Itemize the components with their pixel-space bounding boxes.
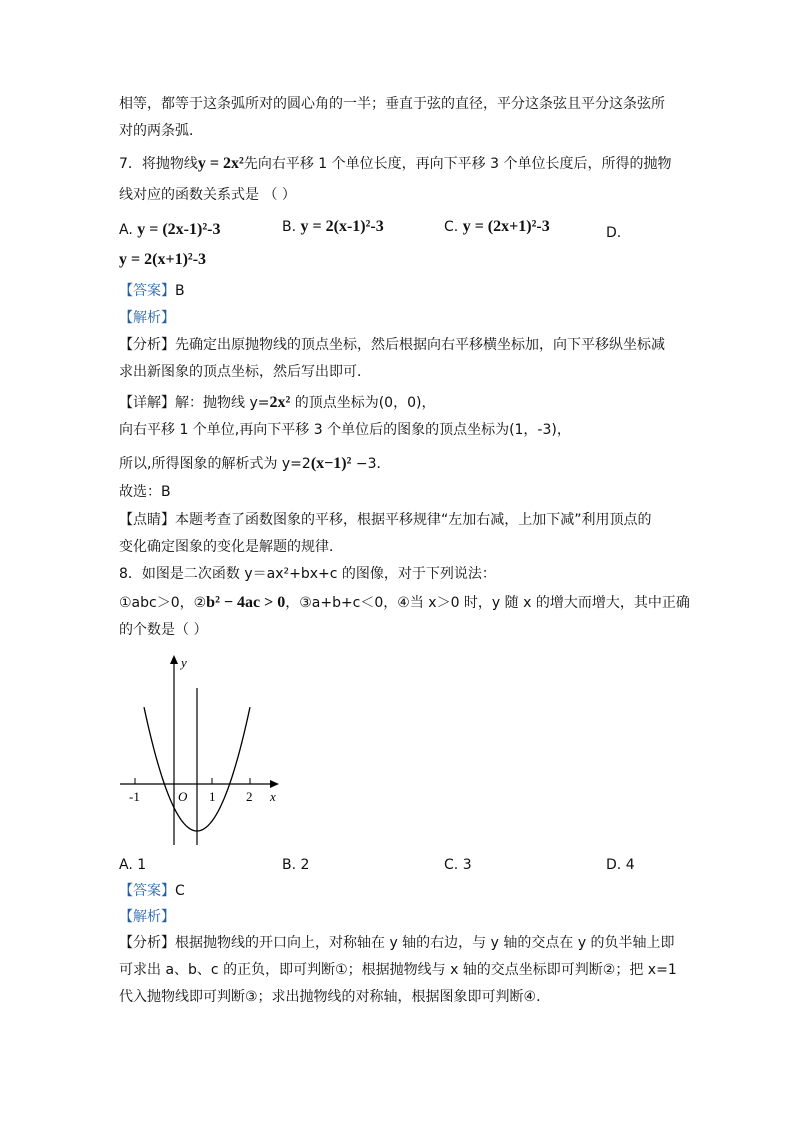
y-axis-label: y <box>181 655 187 670</box>
q7-detail-4: 故选：B <box>119 484 171 500</box>
q8-fenxi-2: 可求出 a、b、c 的正负，即可判断①；根据抛物线与 x 轴的交点坐标即可判断②；把 x=1 <box>119 962 677 978</box>
answer-tag: 【答案】 <box>119 883 175 899</box>
q7-analysis-tag: 【解析】 <box>119 310 175 326</box>
stem-text: ，③a+b+c＜0，④当 x＞0 时，y 随 x 的增大而增大，其中正确 <box>285 595 690 611</box>
fenxi-tag: 【分析】 <box>119 935 175 951</box>
answer-tag: 【答案】 <box>119 283 175 299</box>
q8-option-c[interactable] <box>444 857 472 873</box>
stem-text: ①abc＞0，② <box>119 595 207 611</box>
option-value: 2 <box>300 857 310 873</box>
fenxi-text: 先确定出原抛物线的顶点坐标，然后根据向右平移横坐标加，向下平移纵坐标减 <box>175 337 665 353</box>
option-label: D. <box>606 225 622 241</box>
intro-line-2: 对的两条弧． <box>119 123 203 139</box>
q7-fenxi-2: 求出新图象的顶点坐标，然后写出即可． <box>119 364 371 380</box>
option-formula: y = (2x-1)²-3 <box>137 221 221 238</box>
option-formula: y = 2(x-1)²-3 <box>300 218 384 235</box>
option-label: B. <box>282 857 297 873</box>
detail-formula: (x−1)² <box>310 455 352 472</box>
fenxi-text: 根据抛物线的开口向上，对称轴在 y 轴的右边，与 y 轴的交点在 y 的负半轴上即 <box>175 935 675 951</box>
q8-stem-3: 的个数是（ ） <box>119 622 208 638</box>
fenxi-tag: 【分析】 <box>119 337 175 353</box>
detail-formula: 2x² <box>269 394 291 411</box>
option-label: C. <box>444 219 459 235</box>
x-axis-arrow-icon <box>270 780 279 788</box>
option-label: A. <box>119 857 133 873</box>
q8-answer <box>119 882 185 900</box>
option-value: 4 <box>625 857 635 873</box>
option-value: 3 <box>462 857 472 873</box>
dianjing-text: 本题考查了函数图象的平移，根据平移规律“左加右减，上加下减”利用顶点的 <box>175 512 652 528</box>
q8-fenxi-3: 代入抛物线即可判断③；求出抛物线的对称轴，根据图象即可判断④． <box>119 989 551 1005</box>
detail-tag: 【详解】 <box>119 395 175 411</box>
q7-option-d-formula: y = 2(x+1)²-3 <box>119 251 207 268</box>
q8-option-a[interactable] <box>119 857 146 873</box>
q7-dianjing-2: 变化确定图象的变化是解题的规律． <box>119 539 343 555</box>
detail-text: −3． <box>351 456 391 472</box>
q8-option-b[interactable] <box>282 857 309 873</box>
detail-text: 解：抛物线 y= <box>175 395 270 411</box>
option-formula: y = (2x+1)²-3 <box>462 218 550 235</box>
q7-detail-2: 向右平移 1 个单位,再向下平移 3 个单位后的图象的顶点坐标为(1，-3)， <box>119 422 571 438</box>
option-label: A. <box>119 222 133 238</box>
intro-line-1: 相等，都等于这条弧所对的圆心角的一半；垂直于弦的直径，平分这条弦且平分这条弦所 <box>119 96 665 112</box>
q7-stem-line-2: 线对应的函数关系式是 （ ） <box>119 187 296 203</box>
tick-label: 2 <box>246 789 253 804</box>
detail-text: 所以,所得图象的解析式为 y=2 <box>119 456 311 472</box>
option-label: C. <box>444 857 459 873</box>
option-label: B. <box>282 219 297 235</box>
q8-stem-1: 8．如图是二次函数 y＝ax²+bx+c 的图像，对于下列说法： <box>119 566 496 582</box>
tick-label: -1 <box>129 789 140 804</box>
q7-formula: y = 2x² <box>197 155 244 172</box>
answer-value: C <box>175 883 185 899</box>
option-value: 1 <box>137 857 147 873</box>
y-axis-arrow-icon <box>170 655 178 664</box>
q8-option-d[interactable] <box>606 857 635 873</box>
dianjing-tag: 【点睛】 <box>119 512 175 528</box>
tick-label: 1 <box>209 789 216 804</box>
q7-stem-rest: 先向右平移 1 个单位长度，再向下平移 3 个单位长度后，所得的抛物 <box>243 156 672 172</box>
detail-text: 的顶点坐标为(0，0)， <box>290 395 436 411</box>
x-axis-label: x <box>270 789 276 804</box>
option-label: D. <box>606 857 622 873</box>
origin-label: O <box>178 789 188 804</box>
q8-analysis-tag: 【解析】 <box>119 909 175 925</box>
q8-fenxi <box>119 934 675 952</box>
q7-number: 7．将抛物线 <box>119 156 198 172</box>
stem-formula: b² − 4ac > 0 <box>206 594 286 611</box>
answer-value: B <box>175 283 185 299</box>
